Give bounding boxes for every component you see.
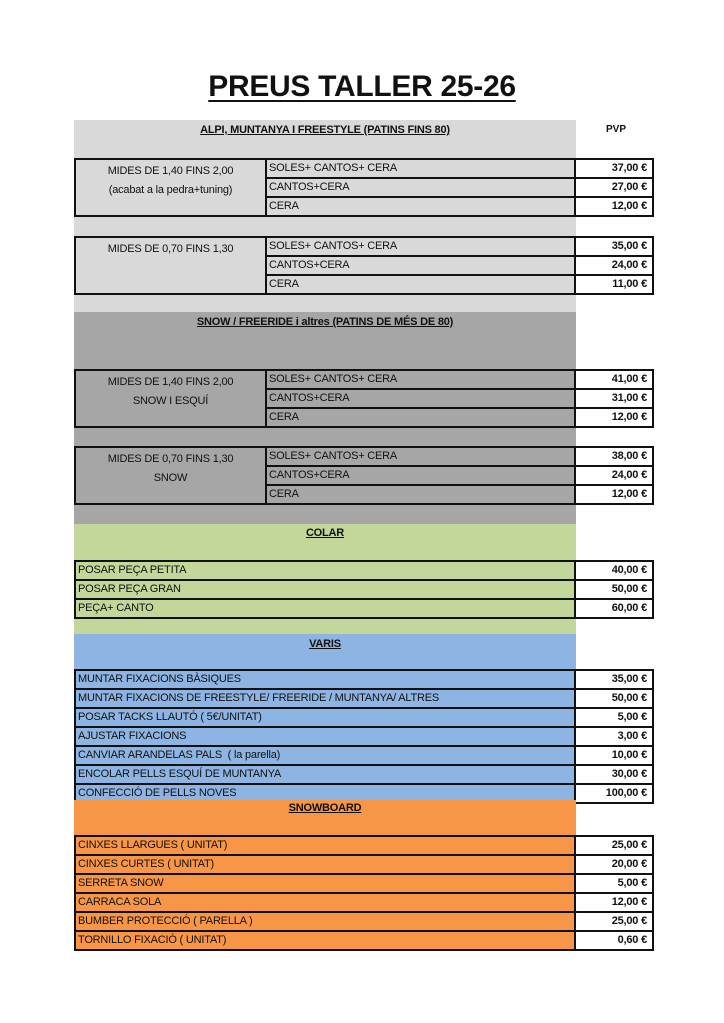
price-cell: 20,00 € [575, 855, 653, 874]
section-snowboard-header: SNOWBOARD [288, 802, 362, 814]
table-row [75, 670, 653, 689]
table-row [75, 874, 653, 893]
price-cell: 60,00 € [575, 599, 653, 618]
service-cell: CINXES LLARGUES ( UNITAT) [75, 836, 575, 855]
service-cell: CARRACA SOLA [75, 893, 575, 912]
table-row [75, 370, 653, 389]
service-cell: CANTOS+CERA [266, 256, 575, 275]
price-cell: 27,00 € [575, 178, 653, 197]
price-cell: 5,00 € [575, 708, 653, 727]
section-colar-header: COLAR [305, 527, 345, 539]
price-cell: 12,00 € [575, 408, 653, 427]
size-range: MIDES DE 1,40 FINS 2,00 [107, 376, 234, 388]
table-row [75, 689, 653, 708]
page-title: PREUS TALLER 25-26 [208, 70, 516, 103]
service-cell: CERA [266, 408, 575, 427]
size-label-cell [75, 237, 266, 294]
size-note: SNOW I ESQUÍ [132, 395, 209, 407]
service-cell: BUMBER PROTECCIÓ ( PARELLA ) [75, 912, 575, 931]
price-cell: 25,00 € [575, 912, 653, 931]
price-cell: 100,00 € [575, 784, 653, 803]
service-cell: CANTOS+CERA [266, 389, 575, 408]
service-cell: CERA [266, 197, 575, 216]
table-row [75, 836, 653, 855]
table-row [75, 237, 653, 256]
table-row [75, 561, 653, 580]
service-cell: PEÇA+ CANTO [75, 599, 575, 618]
price-cell: 12,00 € [575, 197, 653, 216]
size-range: MIDES DE 0,70 FINS 1,30 [107, 243, 234, 255]
price-cell: 38,00 € [575, 447, 653, 466]
price-cell: 35,00 € [575, 237, 653, 256]
service-cell: SOLES+ CANTOS+ CERA [266, 370, 575, 389]
price-cell: 41,00 € [575, 370, 653, 389]
service-cell: CONFECCIÓ DE PELLS NOVES [75, 784, 575, 803]
price-cell: 40,00 € [575, 561, 653, 580]
price-column-header: PVP [605, 124, 626, 135]
size-range: MIDES DE 0,70 FINS 1,30 [107, 453, 234, 465]
price-cell: 10,00 € [575, 746, 653, 765]
price-cell: 11,00 € [575, 275, 653, 294]
price-cell: 25,00 € [575, 836, 653, 855]
service-cell: MUNTAR FIXACIONS DE FREESTYLE/ FREERIDE / MUNTANYA/ ALTRES [75, 689, 575, 708]
size-label-cell [75, 159, 266, 216]
snow-size-small-table [74, 446, 654, 505]
section-snow-header: SNOW / FREERIDE i altres (PATINS DE MÉS DE 80) [196, 316, 454, 328]
service-cell: CANVIAR ARANDELAS PALS ( la parella) [75, 746, 575, 765]
price-cell: 24,00 € [575, 256, 653, 275]
price-cell: 0,60 € [575, 931, 653, 950]
service-cell: CERA [266, 485, 575, 504]
price-cell: 3,00 € [575, 727, 653, 746]
table-row [75, 912, 653, 931]
table-row [75, 580, 653, 599]
price-cell: 31,00 € [575, 389, 653, 408]
price-cell: 50,00 € [575, 580, 653, 599]
table-row [75, 727, 653, 746]
service-cell: SOLES+ CANTOS+ CERA [266, 159, 575, 178]
varis-table [74, 669, 654, 804]
service-cell: POSAR PEÇA PETITA [75, 561, 575, 580]
price-cell: 37,00 € [575, 159, 653, 178]
service-cell: SOLES+ CANTOS+ CERA [266, 237, 575, 256]
snow-size-large-table [74, 369, 654, 428]
size-label-cell [75, 370, 266, 427]
alpi-size-small-table [74, 236, 654, 295]
size-note: (acabat a la pedra+tuning) [108, 184, 233, 196]
size-range: MIDES DE 1,40 FINS 2,00 [107, 165, 234, 177]
size-label-cell [75, 447, 266, 504]
table-row [75, 746, 653, 765]
service-cell: CERA [266, 275, 575, 294]
service-cell: SOLES+ CANTOS+ CERA [266, 447, 575, 466]
table-row [75, 893, 653, 912]
section-varis-header: VARIS [309, 638, 341, 650]
price-cell: 50,00 € [575, 689, 653, 708]
service-cell: POSAR TACKS LLAUTÓ ( 5€/UNITAT) [75, 708, 575, 727]
service-cell: ENCOLAR PELLS ESQUÍ DE MUNTANYA [75, 765, 575, 784]
price-cell: 35,00 € [575, 670, 653, 689]
table-row [75, 765, 653, 784]
snowboard-table [74, 835, 654, 951]
price-cell: 24,00 € [575, 466, 653, 485]
table-row [75, 447, 653, 466]
alpi-size-large-table [74, 158, 654, 217]
service-cell: CINXES CURTES ( UNITAT) [75, 855, 575, 874]
price-cell: 12,00 € [575, 485, 653, 504]
service-cell: AJUSTAR FIXACIONS [75, 727, 575, 746]
price-cell: 30,00 € [575, 765, 653, 784]
table-row [75, 708, 653, 727]
table-row [75, 931, 653, 950]
service-cell: POSAR PEÇA GRAN [75, 580, 575, 599]
table-row [75, 159, 653, 178]
service-cell: SERRETA SNOW [75, 874, 575, 893]
colar-table [74, 560, 654, 619]
section-alpi-header: ALPI, MUNTANYA I FREESTYLE (PATINS FINS 80) [200, 124, 450, 136]
price-cell: 5,00 € [575, 874, 653, 893]
table-row [75, 855, 653, 874]
service-cell: CANTOS+CERA [266, 466, 575, 485]
table-row [75, 599, 653, 618]
size-note: SNOW [153, 472, 188, 484]
price-cell: 12,00 € [575, 893, 653, 912]
service-cell: CANTOS+CERA [266, 178, 575, 197]
service-cell: MUNTAR FIXACIONS BÀSIQUES [75, 670, 575, 689]
service-cell: TORNILLO FIXACIÓ ( UNITAT) [75, 931, 575, 950]
